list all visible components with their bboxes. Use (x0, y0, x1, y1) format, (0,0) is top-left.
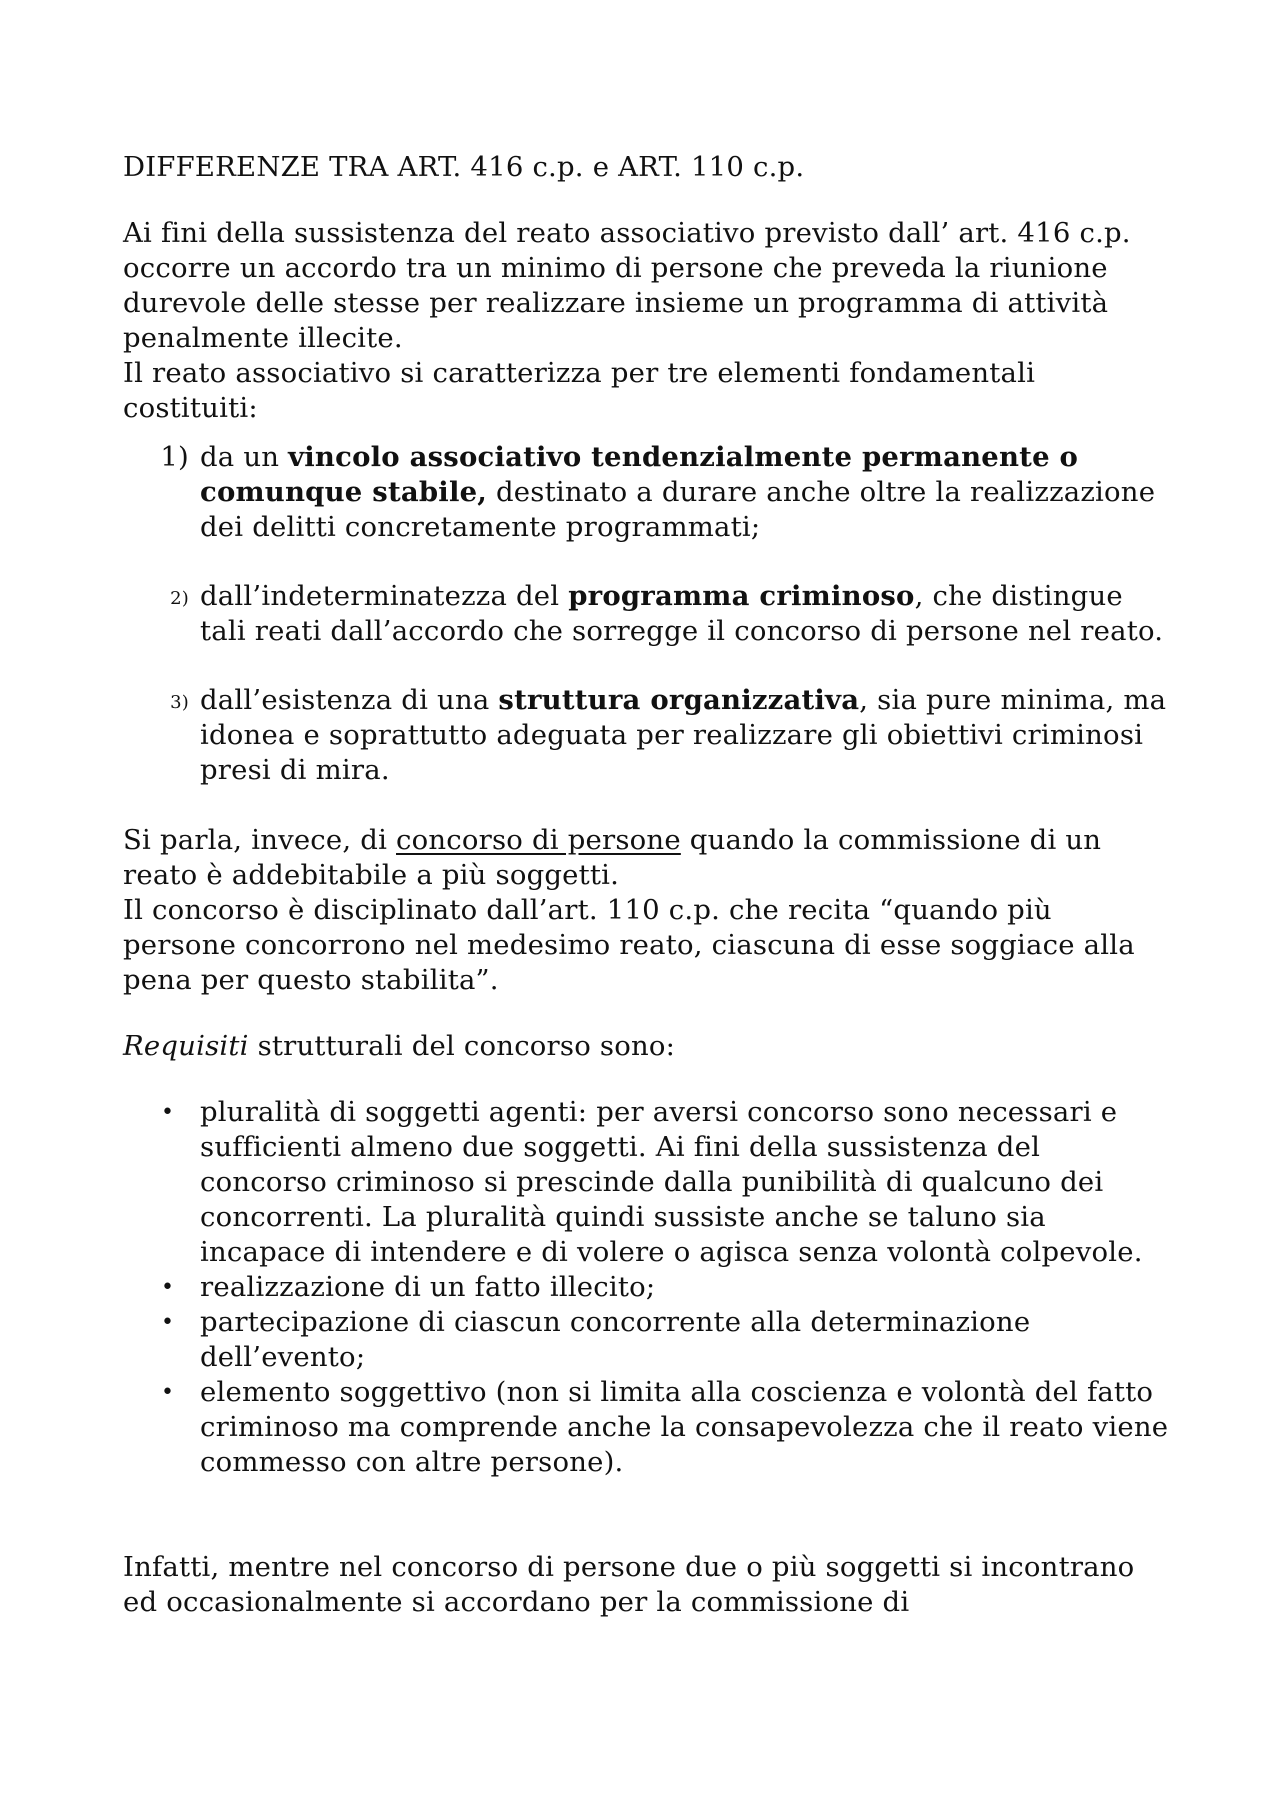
bullet-item (123, 1270, 1173, 1305)
bullet-text: partecipazione di ciascun concorrente alla determinazione dell’evento; (200, 1306, 1031, 1373)
intro-elements-paragraph: Il reato associativo si caratterizza per tre elementi fondamentali costituiti: (123, 357, 1036, 424)
art110-paragraph: Il concorso è disciplinato dall’art. 110 c.p. che recita “quando più persone concorrono nel medesimo reato, ciascuna di esse soggiace alla pena per questo stabilita”. (123, 894, 1135, 996)
numbered-item (123, 579, 1173, 649)
bullet-icon: • (161, 1380, 175, 1405)
item-number: 2) (170, 588, 189, 609)
item-bold-text: struttura organizzativa (498, 684, 860, 716)
numbered-item (123, 440, 1173, 545)
requisiti-paragraph (123, 1029, 1173, 1064)
concorso-paragraph (123, 823, 1173, 893)
text-span: quando la commissione di un reato è addebitabile a più soggetti. (123, 824, 1102, 891)
item-text: da un (200, 441, 289, 473)
underlined-term: concorso di persone (396, 824, 681, 856)
bullet-item (123, 1375, 1173, 1480)
bullet-item (123, 1305, 1173, 1375)
intro-paragraph: Ai fini della sussistenza del reato associativo previsto dall’ art. 416 c.p. occorre un accordo tra un minimo di persone che preveda la riunione durevole delle stesse per realizzare insieme un programma di attività penalmente illecite. (123, 217, 1131, 354)
item-text: destinato a durare anche oltre la realizzazione dei delitti concretamente programmati; (200, 476, 1156, 543)
bullet-text: realizzazione di un fatto illecito; (200, 1271, 656, 1303)
bullet-icon: • (161, 1275, 175, 1300)
text-span: strutturali del concorso sono: (248, 1030, 676, 1062)
document-title: DIFFERENZE TRA ART. 416 c.p. e ART. 110 c.p. (123, 151, 805, 183)
numbered-list (123, 440, 1173, 788)
final-paragraph: Infatti, mentre nel concorso di persone due o più soggetti si incontrano ed occasionalmente si accordano per la commissione di (123, 1551, 1135, 1618)
numbered-item (123, 683, 1173, 788)
bullet-text: elemento soggettivo (non si limita alla coscienza e volontà del fatto criminoso ma comprende anche la consapevolezza che il reato viene commesso con altre persone). (200, 1376, 1169, 1478)
item-number: 3) (170, 692, 189, 713)
bullet-list (123, 1095, 1173, 1480)
document-body (123, 150, 1173, 1620)
item-bold-text: vincolo associativo tendenzialmente permanente o comunque stabile, (200, 441, 1079, 508)
item-bold-text: programma criminoso (568, 580, 915, 612)
item-text: , sia pure minima, ma idonea e soprattutto adeguata per realizzare gli obiettivi criminosi presi di mira. (200, 684, 1167, 786)
bullet-icon: • (161, 1310, 175, 1335)
italic-term: Requisiti (123, 1030, 249, 1062)
item-number: 1) (160, 441, 189, 473)
bullet-icon: • (161, 1100, 175, 1125)
bullet-item (123, 1095, 1173, 1270)
text-span: Si parla, invece, di (123, 824, 397, 856)
item-text: dall’esistenza di una (200, 684, 499, 716)
item-text: dall’indeterminatezza del (200, 580, 569, 612)
item-text: , che distingue tali reati dall’accordo che sorregge il concorso di persone nel reato. (200, 580, 1164, 647)
bullet-text: pluralità di soggetti agenti: per aversi concorso sono necessari e sufficienti almeno due soggetti. Ai fini della sussistenza del concorso criminoso si prescinde dalla punibilità di qualcuno dei concorrenti. La pluralità quindi sussiste anche se taluno sia incapace di intendere e di volere o agisca senza volontà colpevole. (200, 1096, 1143, 1268)
